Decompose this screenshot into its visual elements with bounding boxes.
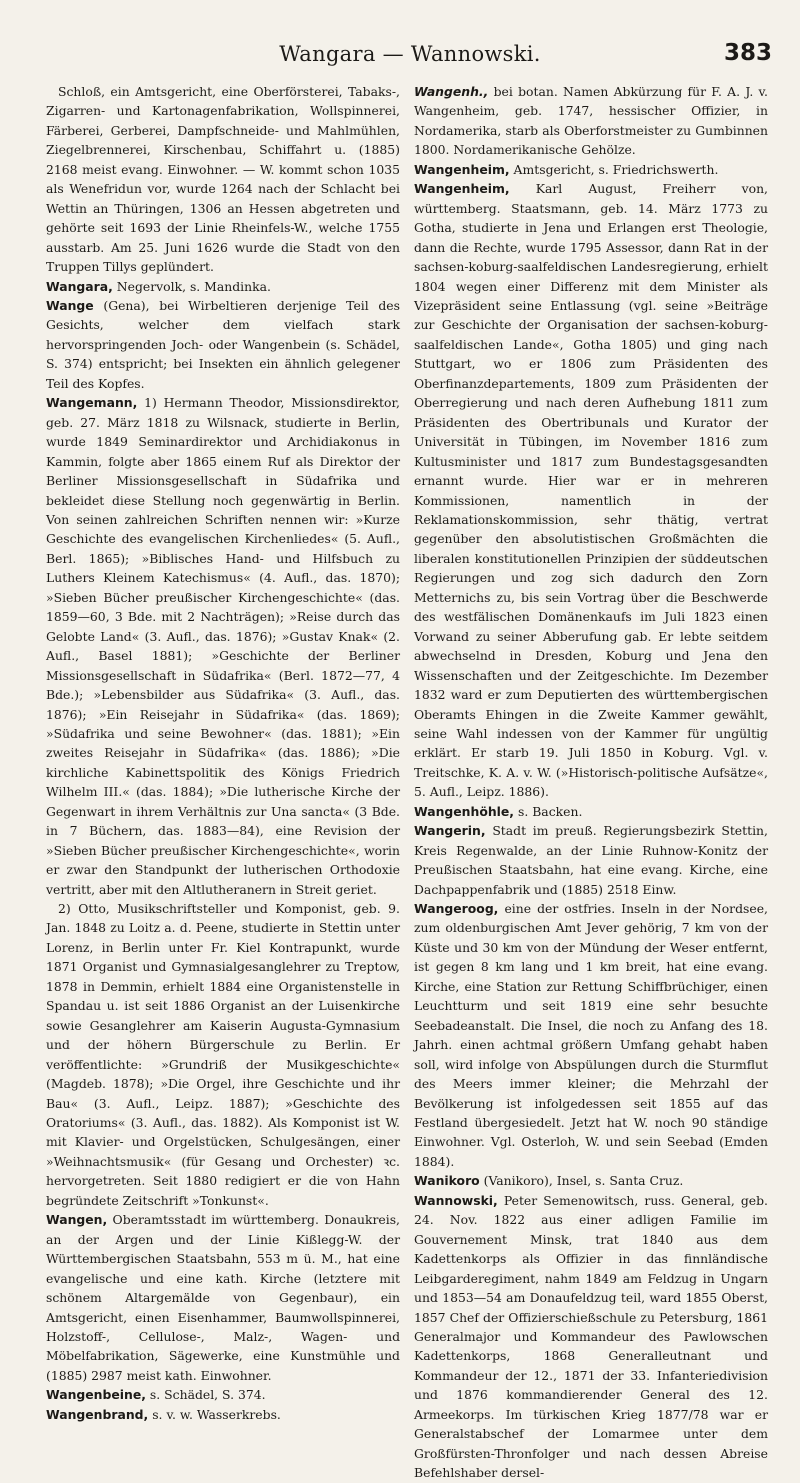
dictionary-entry <box>414 802 768 821</box>
entry-headword: Wangenbrand, <box>46 1406 149 1422</box>
entry-text: Schloß, ein Amtsgericht, eine Oberförsterei, Tabaks-, Zigarren- und Kartonagenfabrikation, Wollspinnerei, Färberei, Gerberei, Dampfschneide- und Mahlmühlen, Ziegelbrennerei, Kirschenbau, Schiffahrt u. (1885) 2168 meist evang. Einwohner. — W. kommt schon 1035 als Wenefridun vor, wurde 1264 nach der Schlacht bei Wettin an Thüringen, 1306 an Hessen abgetreten und gehörte seit 1693 der Linie Rheinfels-W., welche 1755 ausstarb. Am 25. Juni 1626 wurde die Stadt von den Truppen Tillys geplündert. <box>46 84 400 275</box>
entry-text: 1) Hermann Theodor, Missionsdirektor, geb. 27. März 1818 zu Wilsnack, studierte in Berlin, wurde 1849 Seminardirektor und Archidiakonus in Kammin, folgte aber 1865 einem Ruf als Direktor der Berliner Missionsgesellschaft in Südafrika und bekleidet diese Stellung noch gegenwärtig in Berlin. Von seinen zahlreichen Schriften nennen wir: »Kurze Geschichte des evangelischen Kirchenliedes« (5. Aufl., Berl. 1865); »Biblisches Hand- und Hilfsbuch zu Luthers Kleinem Katechismus« (4. Aufl., das. 1870); »Sieben Bücher preußischer Kirchengeschichte« (das. 1859—60, 3 Bde. mit 2 Nachträgen); »Reise durch das Gelobte Land« (3. Aufl., das. 1876); »Gustav Knak« (2. Aufl., Basel 1881); »Geschichte der Berliner Missionsgesellschaft in Südafrika« (Berl. 1872—77, 4 Bde.); »Lebensbilder aus Südafrika« (3. Aufl., das. 1876); »Ein Reisejahr in Südafrika« (das. 1869); »Südafrika und seine Bewohner« (das. 1881); »Ein zweites Reisejahr in Südafrika« (das. 1886); »Die kirchliche Kabinettspolitik des Königs Friedrich Wilhelm III.« (das. 1884); »Die lutherische Kirche der Gegenwart in ihrem Verhältnis zur Una sancta« (3 Bde. in 7 Büchern, das. 1883—84), eine Revision der »Sieben Bücher preußischer Kirchengeschichte«, worin er zwar den Standpunkt der lutherischen Orthodoxie vertritt, aber mit den Altlutheranern in Streit geriet. <box>46 395 400 897</box>
entry-text: s. v. w. Wasserkrebs. <box>152 1406 281 1422</box>
dictionary-entry <box>46 899 400 1210</box>
dictionary-entry <box>414 82 768 160</box>
dictionary-entry <box>46 82 400 277</box>
entry-text: s. Backen. <box>517 803 583 819</box>
dictionary-entry <box>46 277 400 296</box>
entry-text: (Vanikoro), Insel, s. Santa Cruz. <box>483 1173 684 1189</box>
right-column <box>414 82 768 1481</box>
dictionary-entry <box>414 160 768 179</box>
entry-text: s. Schädel, S. 374. <box>149 1387 266 1403</box>
running-head: Wangara — Wannowski. <box>279 42 541 66</box>
entry-text: Stadt im preuß. Regierungsbezirk Stettin, Kreis Regenwalde, an der Linie Ruhnow-Konitz der Preußischen Staatsbahn, hat eine evang. Kirche, eine Dachpappenfabrik und (1885) 2518 Einw. <box>414 823 768 897</box>
entry-headword: Wangenheim, <box>414 161 510 177</box>
entry-text: Amtsgericht, s. Friedrichswerth. <box>513 161 719 177</box>
dictionary-entry <box>46 1405 400 1424</box>
entry-headword: Wangemann, <box>46 395 138 411</box>
entry-headword: Wange <box>46 297 94 313</box>
page-header <box>48 42 772 72</box>
page-number: 383 <box>723 40 772 66</box>
dictionary-entry <box>414 899 768 1171</box>
dictionary-entry <box>46 393 400 899</box>
entry-text: Karl August, Freiherr von, württemberg. Staatsmann, geb. 14. März 1773 zu Gotha, studierte in Jena und Erlangen erst Theologie, dann die Rechte, wurde 1795 Assessor, dann Rat in der sachsen-koburg-saalfeldischen Landesregierung, erhielt 1804 wegen einer Differenz mit dem Minister als Vizepräsident seine Entlassung (vgl. seine »Beiträge zur Geschichte der Organisation der sachsen-koburg-saalfeldischen Lande«, Gotha 1805) und ging nach Stuttgart, wo er 1806 zum Präsidenten des Oberfinanzdepartements, 1809 zum Präsidenten der Oberregierung und nach deren Aufhebung 1811 zum Präsidenten des Obertribunals und Kurator der Universität in Tübingen, im November 1816 zum Kultusminister und 1817 zum Bundestagsgesandten ernannt wurde. Hier war er in mehreren Kommissionen, namentlich in der Reklamationskommission, sehr thätig, vertrat gegenüber den absolutistischen Großmächten die liberalen konstitutionellen Prinzipien der süddeutschen Regierungen und zog sich dadurch den Zorn Metternichs zu, bis sein Vortrag über die Beschwerde des westfälischen Domänenkaufs im Juli 1823 einen Vorwand zu seiner Abberufung gab. Er lebte seitdem abwechselnd in Dresden, Koburg und Jena den Wissenschaften und der Zeitgeschichte. Im Dezember 1832 ward er zum Deputierten des württembergischen Oberamts Ehingen in die Zweite Kammer gewählt, seine Wahl indessen von der Kammer für ungültig erklärt. Er starb 19. Juli 1850 in Koburg. Vgl. v. Treitschke, K. A. v. W. (»Historisch-politische Aufsätze«, 5. Aufl., Leipz. 1886). <box>414 181 768 800</box>
dictionary-entry <box>414 1191 768 1483</box>
entry-text: 2) Otto, Musikschriftsteller und Komponist, geb. 9. Jan. 1848 zu Loitz a. d. Peene, studierte in Stettin unter Lorenz, in Berlin unter Fr. Kiel Kontrapunkt, wurde 1871 Organist und Gymnasialgesanglehrer zu Treptow, 1878 in Demmin, erhielt 1884 eine Organistenstelle in Spandau u. ist seit 1886 Organist an der Luisenkirche sowie Gesanglehrer am Kaiserin Augusta-Gymnasium und der höhern Bürgerschule zu Berlin. Er veröffentlichte: »Grundriß der Musikgeschichte« (Magdeb. 1878); »Die Orgel, ihre Geschichte und ihr Bau« (3. Aufl., Leipz. 1887); »Geschichte des Oratoriums« (3. Aufl., das. 1882). Als Komponist ist W. mit Klavier- und Orgelstücken, Schulgesängen, einer »Weihnachtsmusik« (für Gesang und Orchester) ꝛc. hervorgetreten. Seit 1880 redigiert er die von Hahn begründete Zeitschrift »Tonkunst«. <box>46 901 400 1208</box>
entry-headword: Wangenbeine, <box>46 1387 146 1403</box>
entry-headword: Wangenh., <box>414 84 489 99</box>
entry-headword: Wannowski, <box>414 1192 498 1208</box>
entry-text: Peter Semenowitsch, russ. General, geb. 24. Nov. 1822 aus einer adligen Familie im Gouvernement Minsk, trat 1840 aus dem Kadettenkorps als Offizier in das finnländische Leibgarderegiment, nahm 1849 am Feldzug in Ungarn und 1853—54 am Donaufeldzug teil, ward 1855 Oberst, 1857 Chef der Offizierschießschule zu Petersburg, 1861 Generalmajor und Kommandeur des Pawlowschen Kadettenkorps, 1868 Generalleutnant und Kommandeur der 12., 1871 der 33. Infanteriedivision und 1876 kommandierender General des 12. Armeekorps. Im türkischen Krieg 1877/78 war er Generalstabschef der Lomarmee unter dem Großfürsten-Thronfolger und nach dessen Abreise Befehlshaber dersel- <box>414 1192 768 1481</box>
entry-text: (Gena), bei Wirbeltieren derjenige Teil des Gesichts, welcher dem vielfach stark hervorspringenden Joch- oder Wangenbein (s. Schädel, S. 374) entspricht; bei Insekten ein ähnlich gelegener Teil des Kopfes. <box>46 297 400 391</box>
entry-headword: Wangen, <box>46 1212 108 1228</box>
dictionary-entry <box>46 296 400 393</box>
entry-headword: Wangerin, <box>414 823 486 839</box>
entry-headword: Wanikoro <box>414 1173 480 1189</box>
entry-headword: Wangara, <box>46 278 113 294</box>
entry-headword: Wangenhöhle, <box>414 803 515 819</box>
dictionary-entry <box>46 1210 400 1385</box>
dictionary-entry <box>414 1171 768 1190</box>
entry-headword: Wangeroog, <box>414 901 499 917</box>
entry-headword: Wangenheim, <box>414 181 510 197</box>
dictionary-entry <box>414 821 768 899</box>
entry-text: Negervolk, s. Mandinka. <box>116 278 271 294</box>
dictionary-entry <box>46 1385 400 1404</box>
dictionary-entry <box>414 179 768 802</box>
entry-text: bei botan. Namen Abkürzung für F. A. J. v. Wangenheim, geb. 1747, hessischer Offizier, in Nordamerika, starb als Oberforstmeister zu Gumbinnen 1800. Nordamerikanische Gehölze. <box>414 84 768 158</box>
entry-text: eine der ostfries. Inseln in der Nordsee, zum oldenburgischen Amt Jever gehörig, 7 km von der Küste und 30 km von der Mündung der Weser entfernt, ist gegen 8 km lang und 1 km breit, hat eine evang. Kirche, eine Station zur Rettung Schiffbrüchiger, einen Leuchtturm und seit 1819 eine sehr besuchte Seebadeanstalt. Die Insel, die noch zu Anfang des 18. Jahrh. einen achtmal größern Umfang gehabt haben soll, wird infolge von Abspülungen durch die Sturmflut des Meers immer kleiner; die Mehrzahl der Bevölkerung ist infolgedessen seit 1855 auf das Festland übergesiedelt. Jetzt hat W. noch 90 ständige Einwohner. Vgl. Osterloh, W. und sein Seebad (Emden 1884). <box>414 901 768 1169</box>
entry-text: Oberamtsstadt im württemberg. Donaukreis, an der Argen und der Linie Kißlegg-W. der Württembergischen Staatsbahn, 553 m ü. M., hat eine evangelische und eine kath. Kirche (letztere mit schönem Altargemälde von Gegenbaur), ein Amtsgericht, einen Eisenhammer, Baumwollspinnerei, Holzstoff-, Cellulose-, Malz-, Wagen- und Möbelfabrikation, Sägewerke, eine Kunstmühle und (1885) 2987 meist kath. Einwohner. <box>46 1212 400 1383</box>
left-column <box>46 82 400 1422</box>
